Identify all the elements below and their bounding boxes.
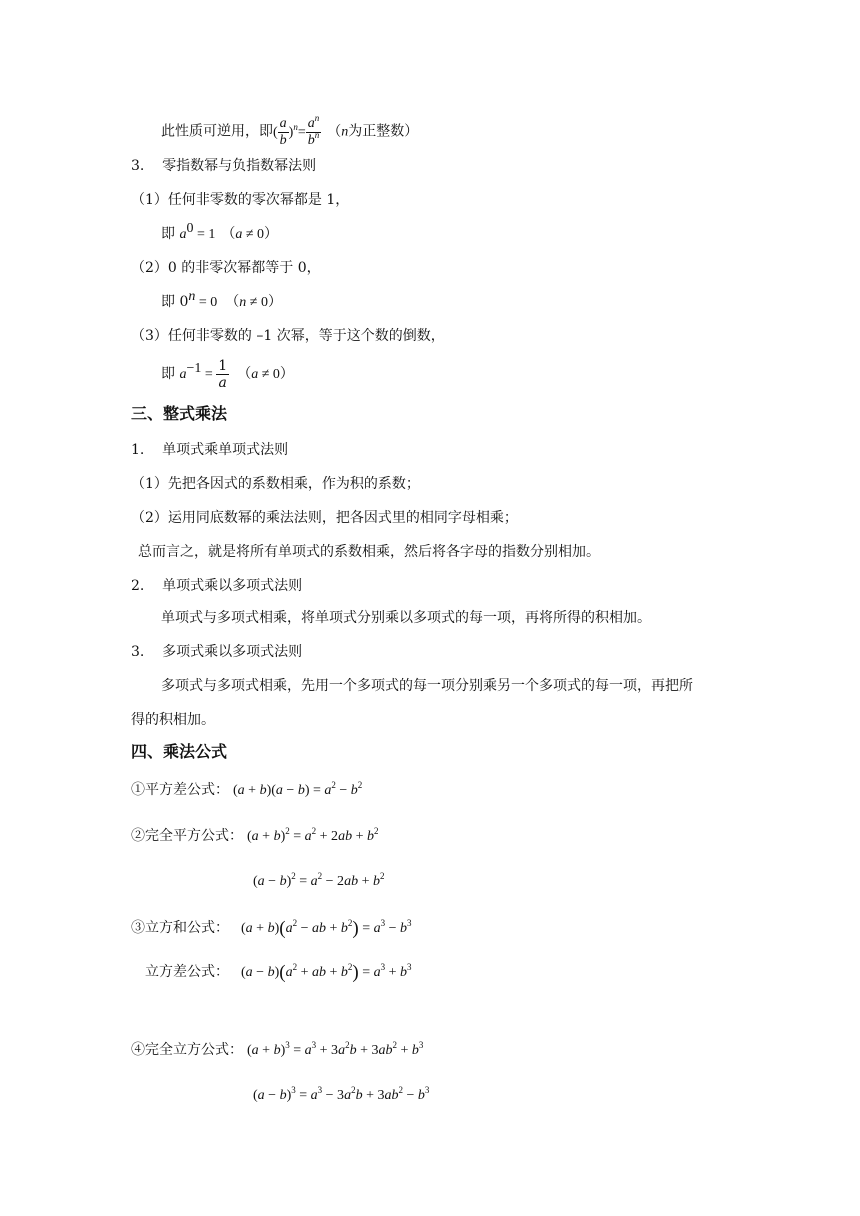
polynomial-polynomial-body-line1: 多项式与多项式相乘，先用一个多项式的每一项分别乘另一个多项式的每一项，再把所: [161, 678, 693, 694]
polynomial-polynomial-body-line2: 得的积相加。: [131, 712, 215, 728]
section-heading-integral-multiplication: 三、整式乘法: [131, 404, 228, 423]
difference-of-squares-formula: $(a + b)(a - b) = a^2 - b^2$: [233, 780, 363, 798]
difference-of-cubes-line: 立方差公式： $(a - b)(a^2$ + ab + $b^2) = a^3 + b^3$: [145, 962, 412, 983]
formula-power-of-quotient: ( $\frac{a}{b}$ )$^n$= $\frac{a^n}{b^n}$: [273, 113, 320, 148]
polynomial-polynomial-title: 3. 多项式乘以多项式法则: [131, 644, 303, 660]
sum-of-cubes-formula: $(a + b)(a^2$ − ab + $b^2) = a^3 - b^3$: [241, 918, 412, 939]
difference-of-squares-line: ①平方差公式： $(a + b)(a - b) = a^2 - b^2$: [131, 780, 363, 798]
perfect-square-line1: ②完全平方公式： $(a + b)^2 = a^2 + 2ab + b^2$: [131, 826, 379, 844]
difference-of-cubes-formula: $(a - b)(a^2$ + ab + $b^2) = a^3 + b^3$: [241, 962, 412, 983]
monomial-polynomial-body: 单项式与多项式相乘，将单项式分别乘以多项式的每一项，再将所得的积相加。: [161, 610, 651, 626]
monomial-rule-summary: 总而言之，就是将所有单项式的系数相乘，然后将各字母的指数分别相加。: [138, 544, 600, 560]
sum-of-cubes-line: ③立方和公式： $(a + b)(a^2$ − ab + $b^2) = a^3 - b^3$: [131, 918, 412, 939]
monomial-rule-title: 1. 单项式乘单项式法则: [131, 442, 289, 458]
perfect-cube-sum-formula: $(a + b)^3 = a^3 + 3a^2b + 3ab^2 + b^3$: [247, 1040, 424, 1058]
rule3-formula2: 即 $0^n = 0$ （n ≠ 0）: [161, 289, 282, 310]
perfect-cube-difference-formula: $(a - b)^3 = a^3 - 3a^2b + 3ab^2 - b^3$: [253, 1085, 430, 1103]
rule3-formula1: 即 $a^0 = 1$ （a ≠ 0）: [161, 221, 279, 242]
perfect-square-sum-formula: $(a + b)^2 = a^2 + 2ab + b^2$: [247, 826, 379, 844]
rule3-title: 3. 零指数幂与负指数幂法则: [131, 158, 317, 174]
fraction-an-over-bn: $\frac{a^n}{b^n}$: [307, 113, 320, 148]
monomial-rule-step1: （1）先把各因式的系数相乘，作为积的系数；: [131, 476, 420, 492]
reverse-property-line: 此性质可逆用，即( $\frac{a}{b}$ )$^n$= $\frac{a^n}{b^n}$ （n为正整数）: [161, 113, 419, 148]
perfect-square-difference-formula: $(a - b)^2 = a^2 - 2ab + b^2$: [253, 871, 385, 889]
perfect-cube-line1: ④完全立方公式： $(a + b)^3 = a^3 + 3a^2b + 3ab^2 + b^3$: [131, 1040, 424, 1058]
monomial-rule-step2: （2）运用同底数幂的乘法法则，把各因式里的相同字母相乘；: [131, 510, 518, 526]
fraction-a-over-b: $\frac{a}{b}$: [279, 116, 287, 148]
monomial-polynomial-title: 2. 单项式乘以多项式法则: [131, 578, 303, 594]
reverse-prefix: 此性质可逆用，即: [161, 123, 273, 140]
section-heading-multiplication-formulas: 四、乘法公式: [131, 742, 228, 761]
fraction-1-over-a: $\frac{1}{a}$: [218, 357, 228, 391]
rule3-item1: （1）任何非零数的零次幂都是 1，: [131, 192, 350, 208]
rule3-formula3: 即 $a^{-1}$ = $\frac{1}{a}$ （a ≠ 0）: [161, 357, 294, 391]
rule3-item3: （3）任何非零数的 –1 次幂，等于这个数的倒数，: [131, 328, 445, 344]
rule3-item2: （2）0 的非零次幂都等于 0，: [131, 260, 321, 276]
